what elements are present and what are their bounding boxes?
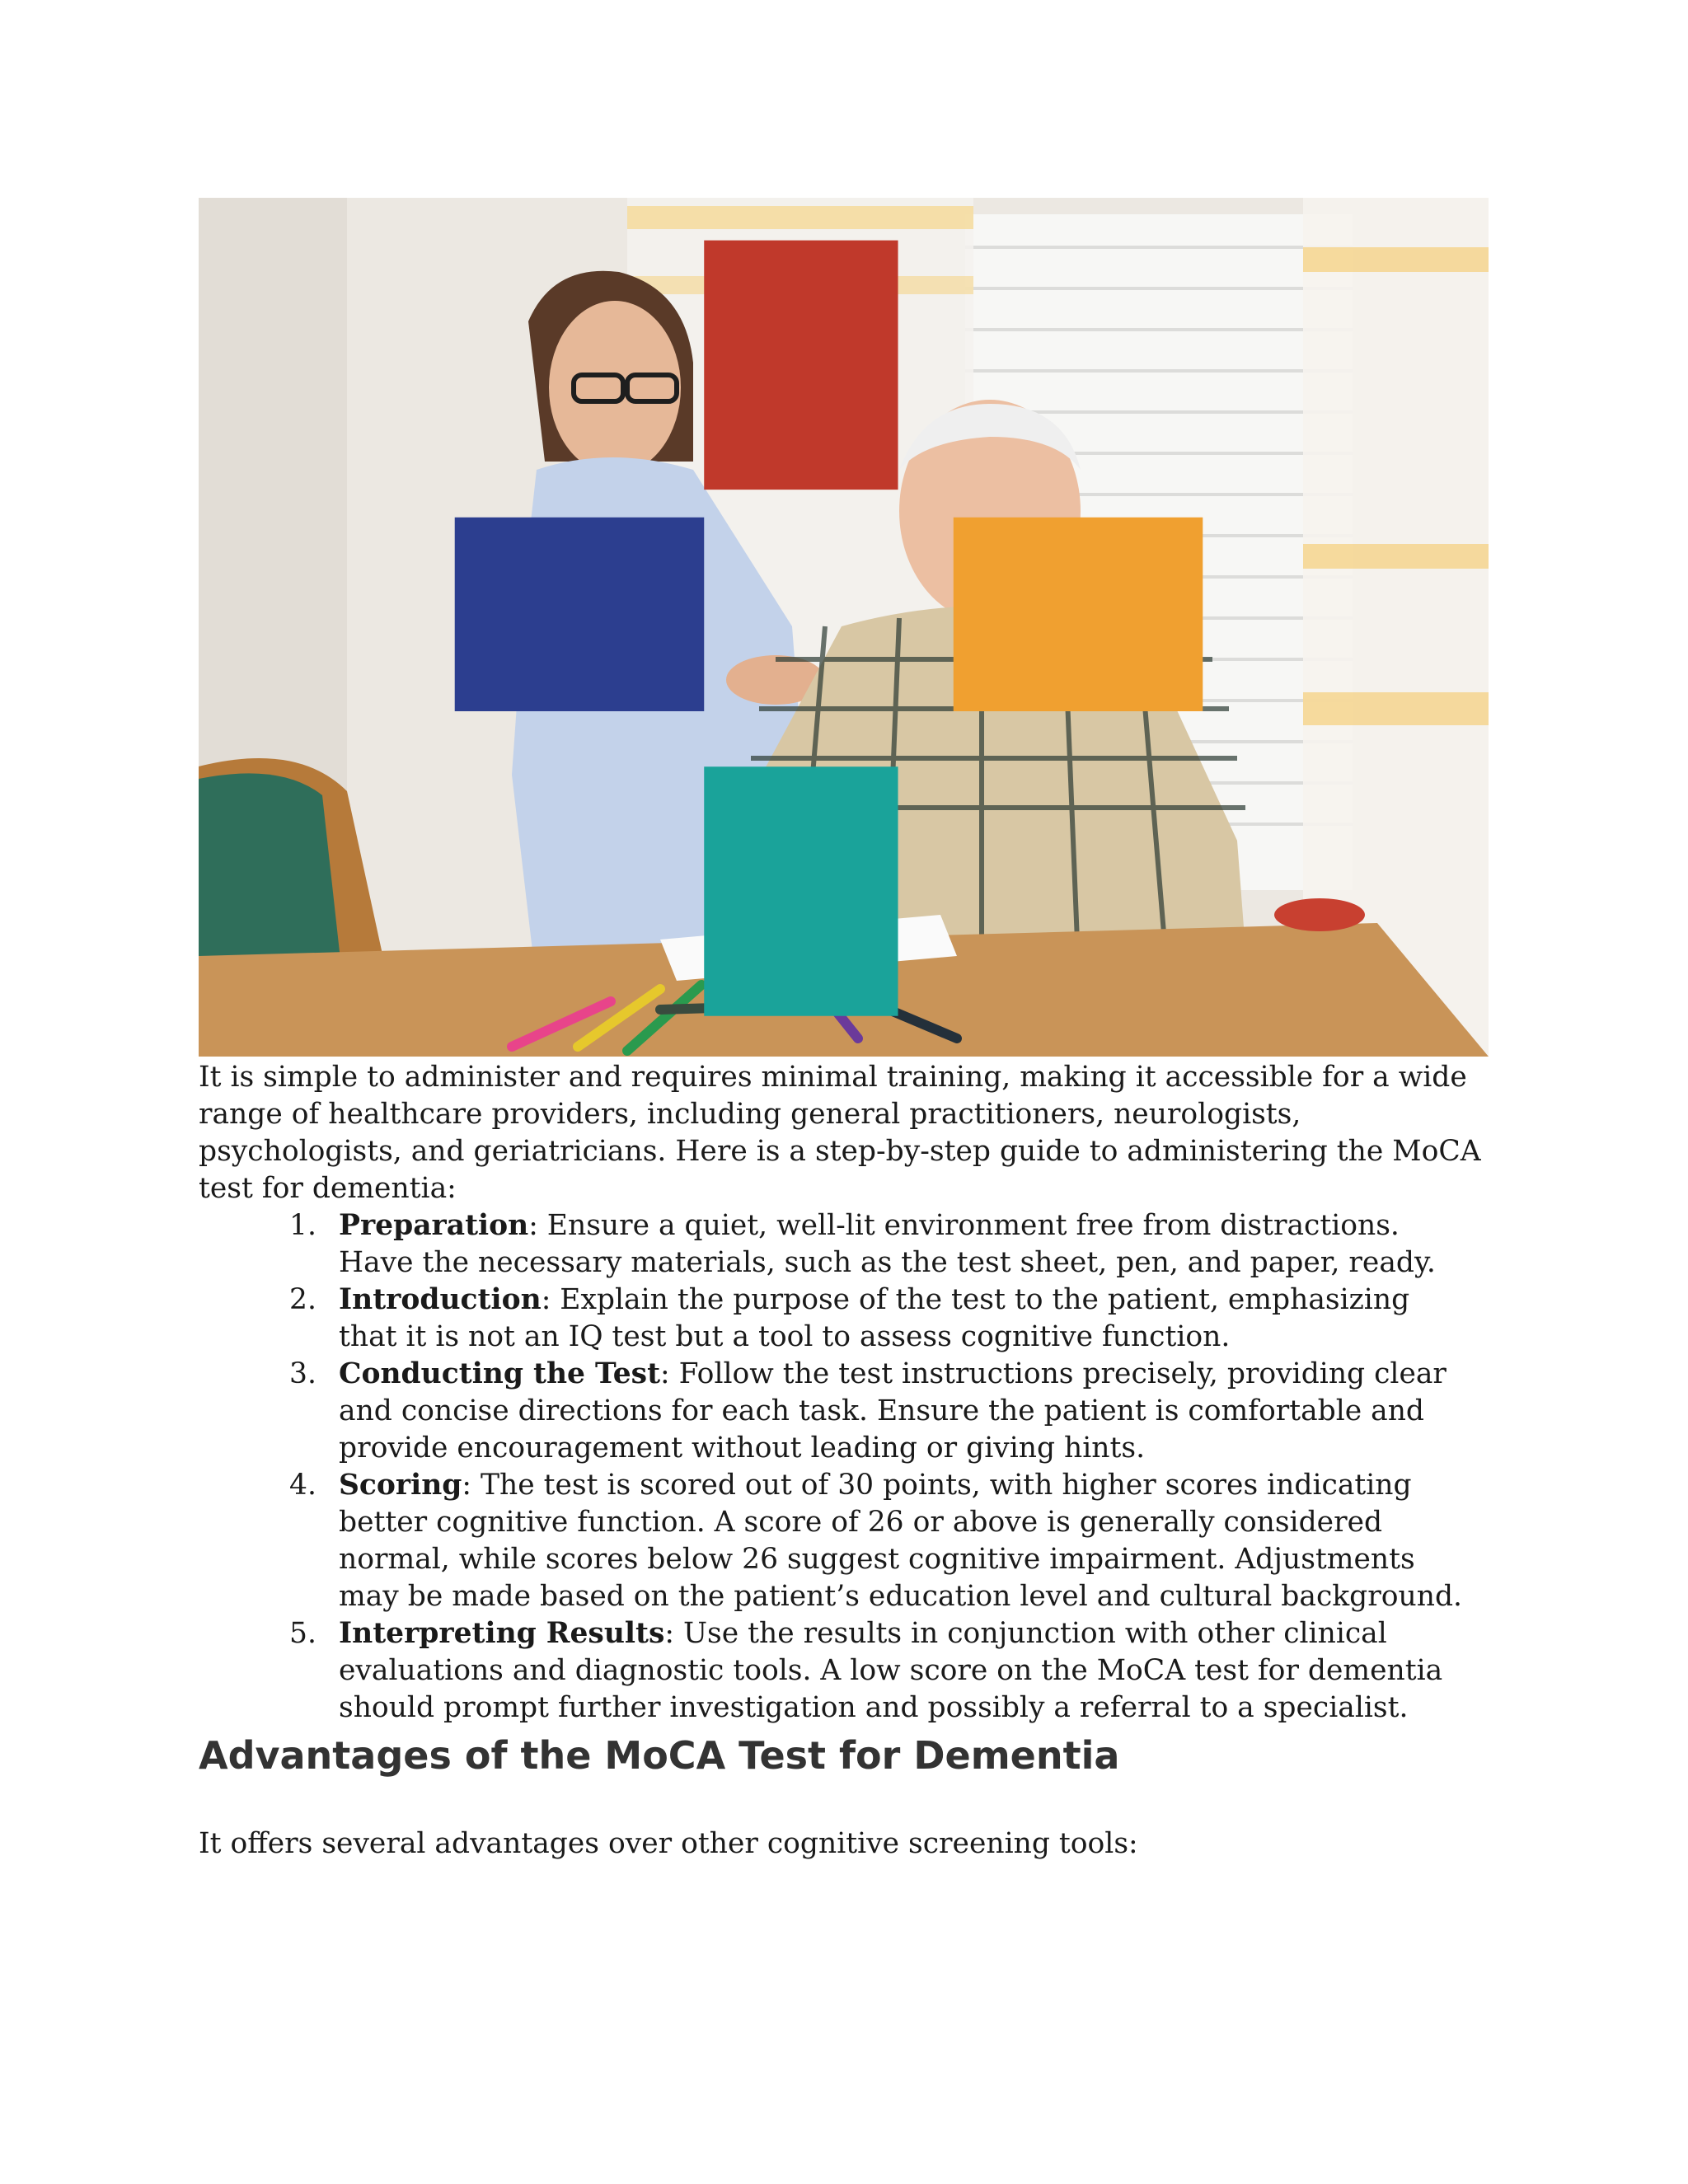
list-number: 3.: [289, 1357, 316, 1390]
list-item: [0, 1207, 1472, 1282]
section-heading: Advantages of the MoCA Test for Dementia: [199, 1733, 1120, 1778]
step-title: Introduction: [339, 1283, 542, 1316]
list-item: [0, 1282, 1472, 1356]
step-text: : Explain the purpose of the test to the patient, emphasizing that it is not an IQ test but a tool to assess cognitive function.: [339, 1283, 1410, 1353]
list-number: 5.: [289, 1617, 316, 1650]
step-text: : The test is scored out of 30 points, with higher scores indicating better cognitive function. A score of 26 or above is generally considered normal, while scores below 26 suggest cognitive impairment. Adjustments may be made based on the patient’s education level and cultural background.: [339, 1469, 1463, 1613]
steps-list: [0, 1207, 1688, 1727]
intro-paragraph: It is simple to administer and requires minimal training, making it accessible for a wide range of healthcare providers, including general practitioners, neurologists, psychologists, and geriatricians. Here is a step-by-step guide to administering the MoCA test for dementia:: [199, 1061, 1481, 1205]
step-title: Scoring: [339, 1469, 462, 1502]
outro-paragraph: It offers several advantages over other cognitive screening tools:: [199, 1827, 1138, 1860]
step-text: : Ensure a quiet, well-lit environment free from distractions. Have the necessary materials, such as the test sheet, pen, and paper, ready.: [339, 1209, 1436, 1279]
hero-photo: [199, 198, 1489, 1057]
list-item: [0, 1356, 1472, 1467]
list-number: 1.: [289, 1209, 316, 1242]
step-title: Preparation: [339, 1209, 529, 1242]
brand-cross-logo-icon: [199, 213, 1474, 1057]
step-text: : Use the results in conjunction with other clinical evaluations and diagnostic tools. A low score on the MoCA test for dementia should prompt further investigation and possibly a referral to a specialist.: [339, 1617, 1443, 1724]
step-text: : Follow the test instructions precisely, providing clear and concise directions for each task. Ensure the patient is comfortable and provide encouragement without leading or giving hints.: [339, 1357, 1447, 1465]
list-number: 2.: [289, 1283, 316, 1316]
step-title: Interpreting Results: [339, 1617, 665, 1650]
step-title: Conducting the Test: [339, 1357, 661, 1390]
list-item: [0, 1467, 1472, 1615]
list-item: [0, 1615, 1472, 1727]
list-number: 4.: [289, 1469, 316, 1502]
